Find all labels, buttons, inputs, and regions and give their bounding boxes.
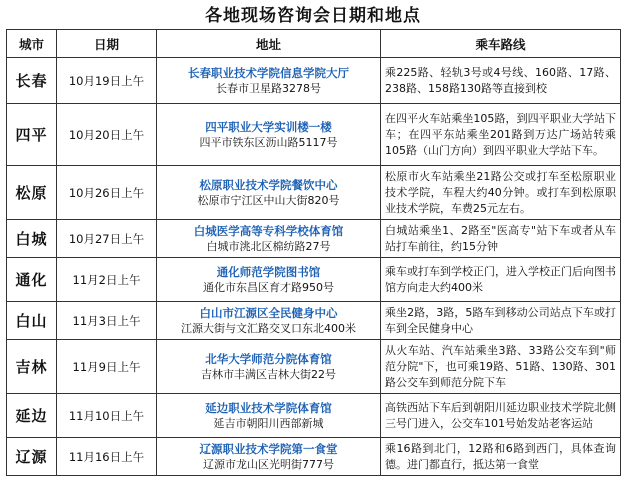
row-city: 通化 <box>7 258 57 302</box>
row-date: 10月19日上午 <box>57 58 157 104</box>
row-city: 四平 <box>7 104 57 166</box>
header-address: 地址 <box>157 30 381 58</box>
row-address <box>157 438 381 476</box>
row-route: 乘坐2路，3路，5路车到移动公司站点下车或打车到全民健身中心 <box>381 302 621 340</box>
row-venue: 四平职业大学实训楼一楼 <box>205 119 332 134</box>
row-venue: 白城医学高等专科学校体育馆 <box>193 223 344 238</box>
row-date: 10月26日上午 <box>57 166 157 220</box>
row-date: 11月3日上午 <box>57 302 157 340</box>
header-route: 乘车路线 <box>381 30 621 58</box>
row-city: 辽源 <box>7 438 57 476</box>
row-city: 白山 <box>7 302 57 340</box>
row-route: 高铁西站下车后到朝阳川延边职业技术学院北侧三号门进入，公交车101号始发站老客运站 <box>381 394 621 438</box>
row-venue: 长春职业技术学院信息学院大厅 <box>188 65 349 80</box>
table-row <box>7 166 621 220</box>
table-row <box>7 438 621 476</box>
page-title: 各地现场咨询会日期和地点 <box>205 6 421 26</box>
row-address <box>157 340 381 394</box>
row-date: 11月16日上午 <box>57 438 157 476</box>
header-city: 城市 <box>7 30 57 58</box>
table-row <box>7 340 621 394</box>
row-venue: 通化师范学院图书馆 <box>216 264 321 279</box>
row-street: 白城市洮北区棉纺路27号 <box>206 239 331 253</box>
table-row <box>7 58 621 104</box>
row-route: 乘车或打车到学校正门，进入学校正门后向图书馆方向走大约400米 <box>381 258 621 302</box>
row-venue: 辽源职业技术学院第一食堂 <box>199 441 338 456</box>
table-row <box>7 302 621 340</box>
row-venue: 北华大学师范分院体育馆 <box>205 351 332 366</box>
row-address <box>157 302 381 340</box>
row-address <box>157 58 381 104</box>
consultation-table <box>6 29 621 476</box>
row-venue: 白山市江源区全民健身中心 <box>199 305 338 320</box>
row-route: 从火车站、汽车站乘坐3路、33路公交车到"师范分院"下，也可乘19路、51路、130路、301路公交车到师范分院下车 <box>381 340 621 394</box>
row-city: 白城 <box>7 220 57 258</box>
row-street: 松原市宁江区中山大街820号 <box>197 193 340 207</box>
row-date: 11月9日上午 <box>57 340 157 394</box>
row-street: 长春市卫星路3278号 <box>216 81 321 95</box>
row-city: 长春 <box>7 58 57 104</box>
table-row <box>7 258 621 302</box>
table-row <box>7 394 621 438</box>
header-date: 日期 <box>57 30 157 58</box>
row-date: 11月2日上午 <box>57 258 157 302</box>
row-route: 乘16路到北门，12路和6路到西门，具体查询德。进门都直行，抵达第一食堂 <box>381 438 621 476</box>
row-street: 延吉市朝阳川西部新城 <box>213 416 324 430</box>
row-address <box>157 258 381 302</box>
row-route: 乘225路、轻轨3号或4号线、160路、17路、238路、158路130路等直接到校 <box>381 58 621 104</box>
row-address <box>157 166 381 220</box>
table-header-row <box>7 30 621 58</box>
row-date: 11月10日上午 <box>57 394 157 438</box>
row-address <box>157 220 381 258</box>
row-date: 10月27日上午 <box>57 220 157 258</box>
row-city: 松原 <box>7 166 57 220</box>
row-date: 10月20日上午 <box>57 104 157 166</box>
row-address <box>157 104 381 166</box>
row-venue: 延边职业技术学院体育馆 <box>205 400 332 415</box>
row-street: 吉林市丰满区吉林大街22号 <box>201 367 336 381</box>
row-street: 江源大街与文汇路交叉口东北400米 <box>181 321 356 335</box>
table-row <box>7 104 621 166</box>
row-route: 松原市火车站乘坐21路公交或打车至松原职业技术学院，车程大约40分钟。或打车到松原职业技术学院，车费25元左右。 <box>381 166 621 220</box>
row-city: 延边 <box>7 394 57 438</box>
row-route: 白城站乘坐1、2路至"医高专"站下车或者从车站打车前往，约15分钟 <box>381 220 621 258</box>
row-street: 通化市东昌区育才路950号 <box>203 280 334 294</box>
row-route: 在四平火车站乘坐105路，到四平职业大学站下车；在四平东站乘坐201路到万达广场站转乘105路（山门方向）到四平职业大学站下车。 <box>381 104 621 166</box>
row-city: 吉林 <box>7 340 57 394</box>
row-street: 辽源市龙山区光明街777号 <box>203 457 334 471</box>
row-venue: 松原职业技术学院餐饮中心 <box>199 177 338 192</box>
row-street: 四平市铁东区沥山路5117号 <box>199 135 338 149</box>
table-row <box>7 220 621 258</box>
row-address <box>157 394 381 438</box>
